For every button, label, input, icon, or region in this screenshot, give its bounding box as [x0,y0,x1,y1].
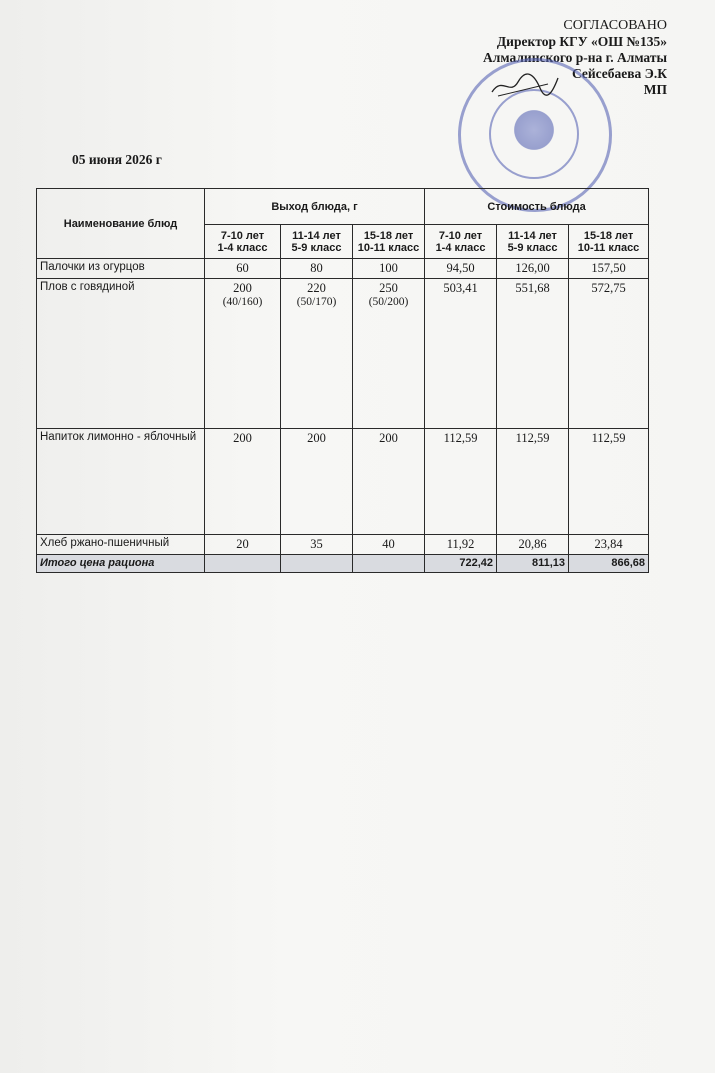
output-value: 35 [310,537,323,551]
age-label: 11-14 лет [508,229,557,242]
output-cell [281,259,353,279]
output-value: 40 [382,537,395,551]
output-cell [353,259,425,279]
age-header-cell [353,225,425,259]
grade-label: 10-11 класс [577,241,640,254]
dish-name: Палочки из огурцов [37,259,205,279]
age-label: 11-14 лет [292,229,341,242]
output-value: 80 [310,261,323,275]
age-header-cell [425,225,497,259]
age-label: 15-18 лет [583,229,634,242]
age-header-cell [281,225,353,259]
age-label: 15-18 лет [363,229,414,242]
age-header-cell [205,225,281,259]
output-value: 200 [379,431,398,445]
output-value: 250 [379,281,398,295]
empty-cell [205,555,281,573]
total-cost-cell: 722,42 [425,555,497,573]
cost-cell: 551,68 [497,279,569,429]
output-cell [353,279,425,429]
age-header-cell [569,225,649,259]
total-row [37,555,649,573]
cost-cell: 11,92 [425,535,497,555]
table-row [37,429,649,535]
grade-label: 5-9 класс [507,241,558,254]
table-row [37,259,649,279]
output-cell [205,279,281,429]
age-header-cell [497,225,569,259]
output-cell [205,535,281,555]
output-cell [353,535,425,555]
signature-icon [490,70,560,100]
empty-cell [281,555,353,573]
age-label: 7-10 лет [438,229,483,242]
approval-signatory: Сейсебаева Э.К [571,66,667,81]
total-cost-cell: 811,13 [497,555,569,573]
output-value: 60 [236,261,249,275]
output-breakdown: (50/170) [296,296,337,308]
output-breakdown: (40/160) [222,296,263,308]
header-cost: Стоимость блюда [425,189,649,225]
cost-cell: 20,86 [497,535,569,555]
grade-label: 5-9 класс [291,241,342,254]
cost-cell: 112,59 [425,429,497,535]
cost-cell: 503,41 [425,279,497,429]
cost-cell: 94,50 [425,259,497,279]
cost-cell: 157,50 [569,259,649,279]
output-value: 200 [233,431,252,445]
dish-name: Плов с говядиной [37,279,205,429]
output-cell [353,429,425,535]
output-value: 100 [379,261,398,275]
cost-cell: 126,00 [497,259,569,279]
dish-name: Напиток лимонно - яблочный [37,429,205,535]
header-output: Выход блюда, г [205,189,425,225]
output-cell [205,259,281,279]
approval-mp: МП [643,82,667,97]
grade-label: 1-4 класс [217,241,268,254]
header-dish-name: Наименование блюд [37,189,205,259]
stamp-emblem-icon [511,107,557,153]
total-cost-cell: 866,68 [569,555,649,573]
output-cell [205,429,281,535]
output-cell [281,279,353,429]
approval-director: Директор КГУ «ОШ №135» [496,34,667,49]
grade-label: 1-4 класс [435,241,486,254]
cost-cell: 23,84 [569,535,649,555]
table-row [37,535,649,555]
total-label: Итого цена рациона [37,555,205,573]
grade-label: 10-11 класс [357,241,420,254]
table-body [37,259,649,573]
menu-table [36,188,649,573]
cost-cell: 112,59 [497,429,569,535]
output-value: 200 [233,281,252,295]
output-breakdown: (50/200) [368,296,409,308]
approval-district: Алмалинского р-на г. Алматы [483,50,667,65]
dish-name: Хлеб ржано-пшеничный [37,535,205,555]
output-value: 200 [307,431,326,445]
output-value: 220 [307,281,326,295]
table-row [37,279,649,429]
output-cell [281,429,353,535]
empty-cell [353,555,425,573]
output-cell [281,535,353,555]
approval-title: СОГЛАСОВАНО [563,18,667,33]
document-date: 05 июня 2026 г [72,152,162,167]
cost-cell: 572,75 [569,279,649,429]
cost-cell: 112,59 [569,429,649,535]
age-label: 7-10 лет [220,229,265,242]
output-value: 20 [236,537,249,551]
